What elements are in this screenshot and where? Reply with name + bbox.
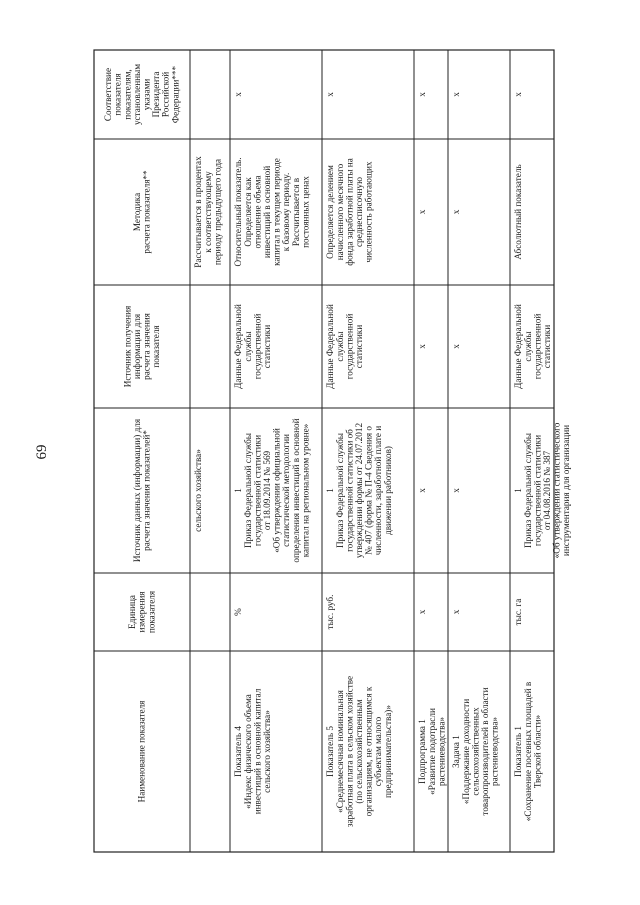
cell-line: субъектам малого [373, 716, 384, 787]
header-compliance [103, 64, 180, 125]
table-cells [103, 64, 571, 827]
cell-line: «Индекс физического объема [242, 694, 253, 809]
cell-line: инвестиций в основной [262, 165, 272, 259]
cell-line: х [417, 609, 428, 615]
cell-line: государственной [532, 313, 543, 380]
cell-line: Федерации*** [170, 65, 181, 124]
cell-source-info [417, 344, 427, 349]
cell-name [325, 676, 393, 827]
cell-line: тыс. руб. [325, 594, 336, 630]
cell-line: х [417, 488, 428, 493]
header-method [132, 170, 152, 254]
cell-line: Данные Федеральной [325, 304, 336, 389]
cell-unit [513, 599, 523, 626]
cell-line: Показатель 4 [233, 726, 244, 777]
cell-unit [233, 608, 243, 616]
cell-line: 1 [325, 488, 336, 493]
cell-line: тыс. га [513, 598, 524, 626]
cell-line: установленным [131, 63, 142, 126]
cell-line: службы [242, 331, 253, 362]
cell-line: (по сельскохозяйственным [354, 699, 364, 804]
cell-line: «Развитие подотрасли [426, 708, 437, 795]
cell-method [513, 164, 523, 259]
cell-name [513, 681, 542, 821]
cell-line: Данные Федеральной [513, 304, 524, 389]
cell-line: указами [141, 78, 152, 111]
cell-method [193, 156, 222, 268]
cell-unit [451, 609, 461, 614]
cell-line: растениеводства» [489, 716, 500, 787]
cell-line: государственной статистики об [344, 429, 355, 552]
cell-line: государственной [252, 313, 263, 380]
cell-line: информации для [131, 313, 142, 380]
cell-line: Приказ Федеральной службы [334, 433, 345, 548]
cell-line: показателя [151, 325, 162, 368]
cell-line: растениеводства» [436, 716, 447, 787]
cell-line: Определяется делением [325, 165, 336, 259]
cell-line: х [325, 92, 336, 97]
cell-line: 1 [513, 488, 524, 493]
cell-line: инвестиций в основной капитал [252, 688, 263, 815]
cell-source-info [233, 304, 272, 389]
cell-line: капитал на региональном уровне» [300, 423, 311, 558]
header-source-info [122, 305, 161, 387]
cell-line: фонда заработной платы на [344, 158, 355, 266]
cell-line: численность работающих [363, 161, 374, 263]
cell-method [417, 209, 427, 214]
cell-line: периоду предыдущего года [212, 158, 223, 266]
cell-line: статистики [262, 324, 272, 369]
cell-line: Приказ Федеральной службы [522, 433, 533, 548]
cell-line: от 18.09.2014 № 569 [262, 450, 272, 531]
indicators-table [94, 50, 571, 852]
cell-line: Президента [151, 71, 162, 118]
cell-line: государственной [344, 313, 355, 380]
cell-unit [417, 609, 427, 614]
cell-line: начисленного месячного [334, 163, 345, 261]
cell-line: Тверской области» [532, 714, 543, 789]
cell-line: Источник получения [122, 305, 133, 388]
cell-line: предпринимательства)» [382, 705, 393, 798]
cell-line: % [233, 608, 244, 616]
cell-source-data [233, 418, 310, 562]
cell-line: показателя [112, 73, 123, 116]
cell-line: к соответствующему [202, 171, 213, 253]
cell-line: Показатель 1 [513, 726, 524, 777]
cell-line: х [513, 92, 524, 97]
cell-line: Методика [131, 192, 142, 232]
cell-line: х [233, 92, 244, 97]
header-name [137, 700, 147, 803]
cell-line: Абсолютный показатель [513, 164, 524, 260]
cell-line: х [417, 209, 428, 215]
cell-line: измерения [136, 591, 147, 633]
cell-line: Рассчитывается в [290, 177, 301, 247]
cell-line: х [451, 609, 462, 615]
cell-line: сельскохозяйственных [470, 707, 481, 796]
cell-line: государственной статистики [252, 434, 263, 547]
cell-method [325, 158, 373, 266]
header-unit [127, 590, 156, 633]
cell-compliance [325, 92, 335, 97]
cell-line: Относительный показатель. [233, 157, 244, 267]
cell-compliance [233, 92, 243, 97]
cell-line: № 407 (форма № П-4 Сведения о [363, 425, 374, 556]
cell-line: «Поддержание доходности [460, 698, 471, 805]
cell-line: х [451, 209, 462, 215]
cell-line: х [451, 92, 462, 97]
cell-line: сельского хозяйства» [193, 449, 204, 532]
cell-line: х [417, 92, 428, 97]
cell-line: среднесписочную [354, 177, 364, 247]
cell-line: Определяется как [242, 177, 253, 247]
cell-line: товаропроизводителей в области [480, 687, 490, 816]
cell-line: определения инвестиций в основной [290, 418, 301, 563]
cell-line: расчета значения [141, 313, 152, 380]
cell-line: Источник данных (информации) для [131, 418, 142, 563]
cell-name [451, 687, 499, 815]
cell-method [233, 157, 310, 266]
cell-source-info [451, 344, 461, 349]
cell-line: Приказ Федеральной службы [242, 433, 253, 548]
cell-line: Единица [127, 594, 138, 630]
cell-line: сельского хозяйства» [262, 710, 272, 793]
cell-line: расчета значения показателей* [141, 430, 152, 551]
cell-method [451, 209, 461, 214]
cell-line: организациям, не относящимся к [363, 686, 374, 817]
page-number: 69 [34, 444, 50, 460]
cell-line: постоянных ценах [300, 176, 311, 248]
cell-line: заработная плата в сельском хозяйстве [344, 675, 355, 828]
cell-line: движении работников) [382, 446, 393, 535]
cell-line: инструментария для организации [561, 424, 572, 557]
cell-line: Данные Федеральной [233, 304, 244, 389]
cell-line: «Об утверждении статистического [551, 422, 562, 559]
cell-line: 1 [233, 488, 244, 493]
cell-line: государственной статистики [532, 434, 543, 547]
cell-line: численности, заработной плате и [373, 425, 384, 556]
cell-line: Рассчитывается в процентах [193, 156, 204, 268]
cell-unit [325, 595, 335, 630]
cell-line: Наименование показателя [136, 700, 147, 803]
cell-line: «Об утверждении официальной [271, 428, 282, 553]
cell-line: х [417, 344, 428, 349]
cell-name [233, 688, 272, 814]
cell-line: статистики [542, 324, 552, 369]
cell-source-info [513, 304, 552, 389]
cell-line: показателя [146, 590, 157, 634]
cell-line: показателям, [122, 69, 133, 120]
cell-line: статистики [354, 324, 364, 369]
cell-source-data [513, 422, 571, 558]
cell-name [417, 708, 446, 795]
cell-line: «Среднемесячная номинальная [334, 690, 345, 813]
header-source-data [132, 418, 152, 562]
cell-line: утверждении формы от 24.07.2012 [354, 422, 364, 559]
cell-source-data [193, 449, 203, 532]
cell-line: Показатель 5 [325, 726, 336, 777]
cell-source-info [325, 304, 364, 389]
cell-source-data [325, 423, 393, 559]
cell-source-data [451, 488, 461, 493]
cell-line: х [451, 344, 462, 349]
cell-source-data [417, 488, 427, 493]
cell-line: отношение объема [252, 175, 263, 249]
cell-compliance [417, 92, 427, 97]
cell-line: статистической методологии [281, 434, 292, 547]
cell-line: х [451, 488, 462, 493]
cell-line: от 04.08.2016 № 387 [542, 450, 552, 531]
cell-line: службы [522, 331, 533, 362]
cell-line: расчета показателя** [141, 170, 152, 254]
cell-line: Задача 1 [451, 735, 462, 768]
cell-line: Российской [160, 71, 171, 118]
cell-line: к базовому периоду. [281, 172, 292, 252]
cell-line: «Сохранение посевных площадей в [522, 681, 533, 822]
cell-compliance [513, 92, 523, 97]
cell-line: капитал в текущем периоде [271, 158, 282, 266]
cell-compliance [451, 92, 461, 97]
cell-line: Соответствие [103, 67, 114, 122]
cell-line: Подпрограмма 1 [417, 719, 428, 784]
cell-line: службы [334, 331, 345, 362]
